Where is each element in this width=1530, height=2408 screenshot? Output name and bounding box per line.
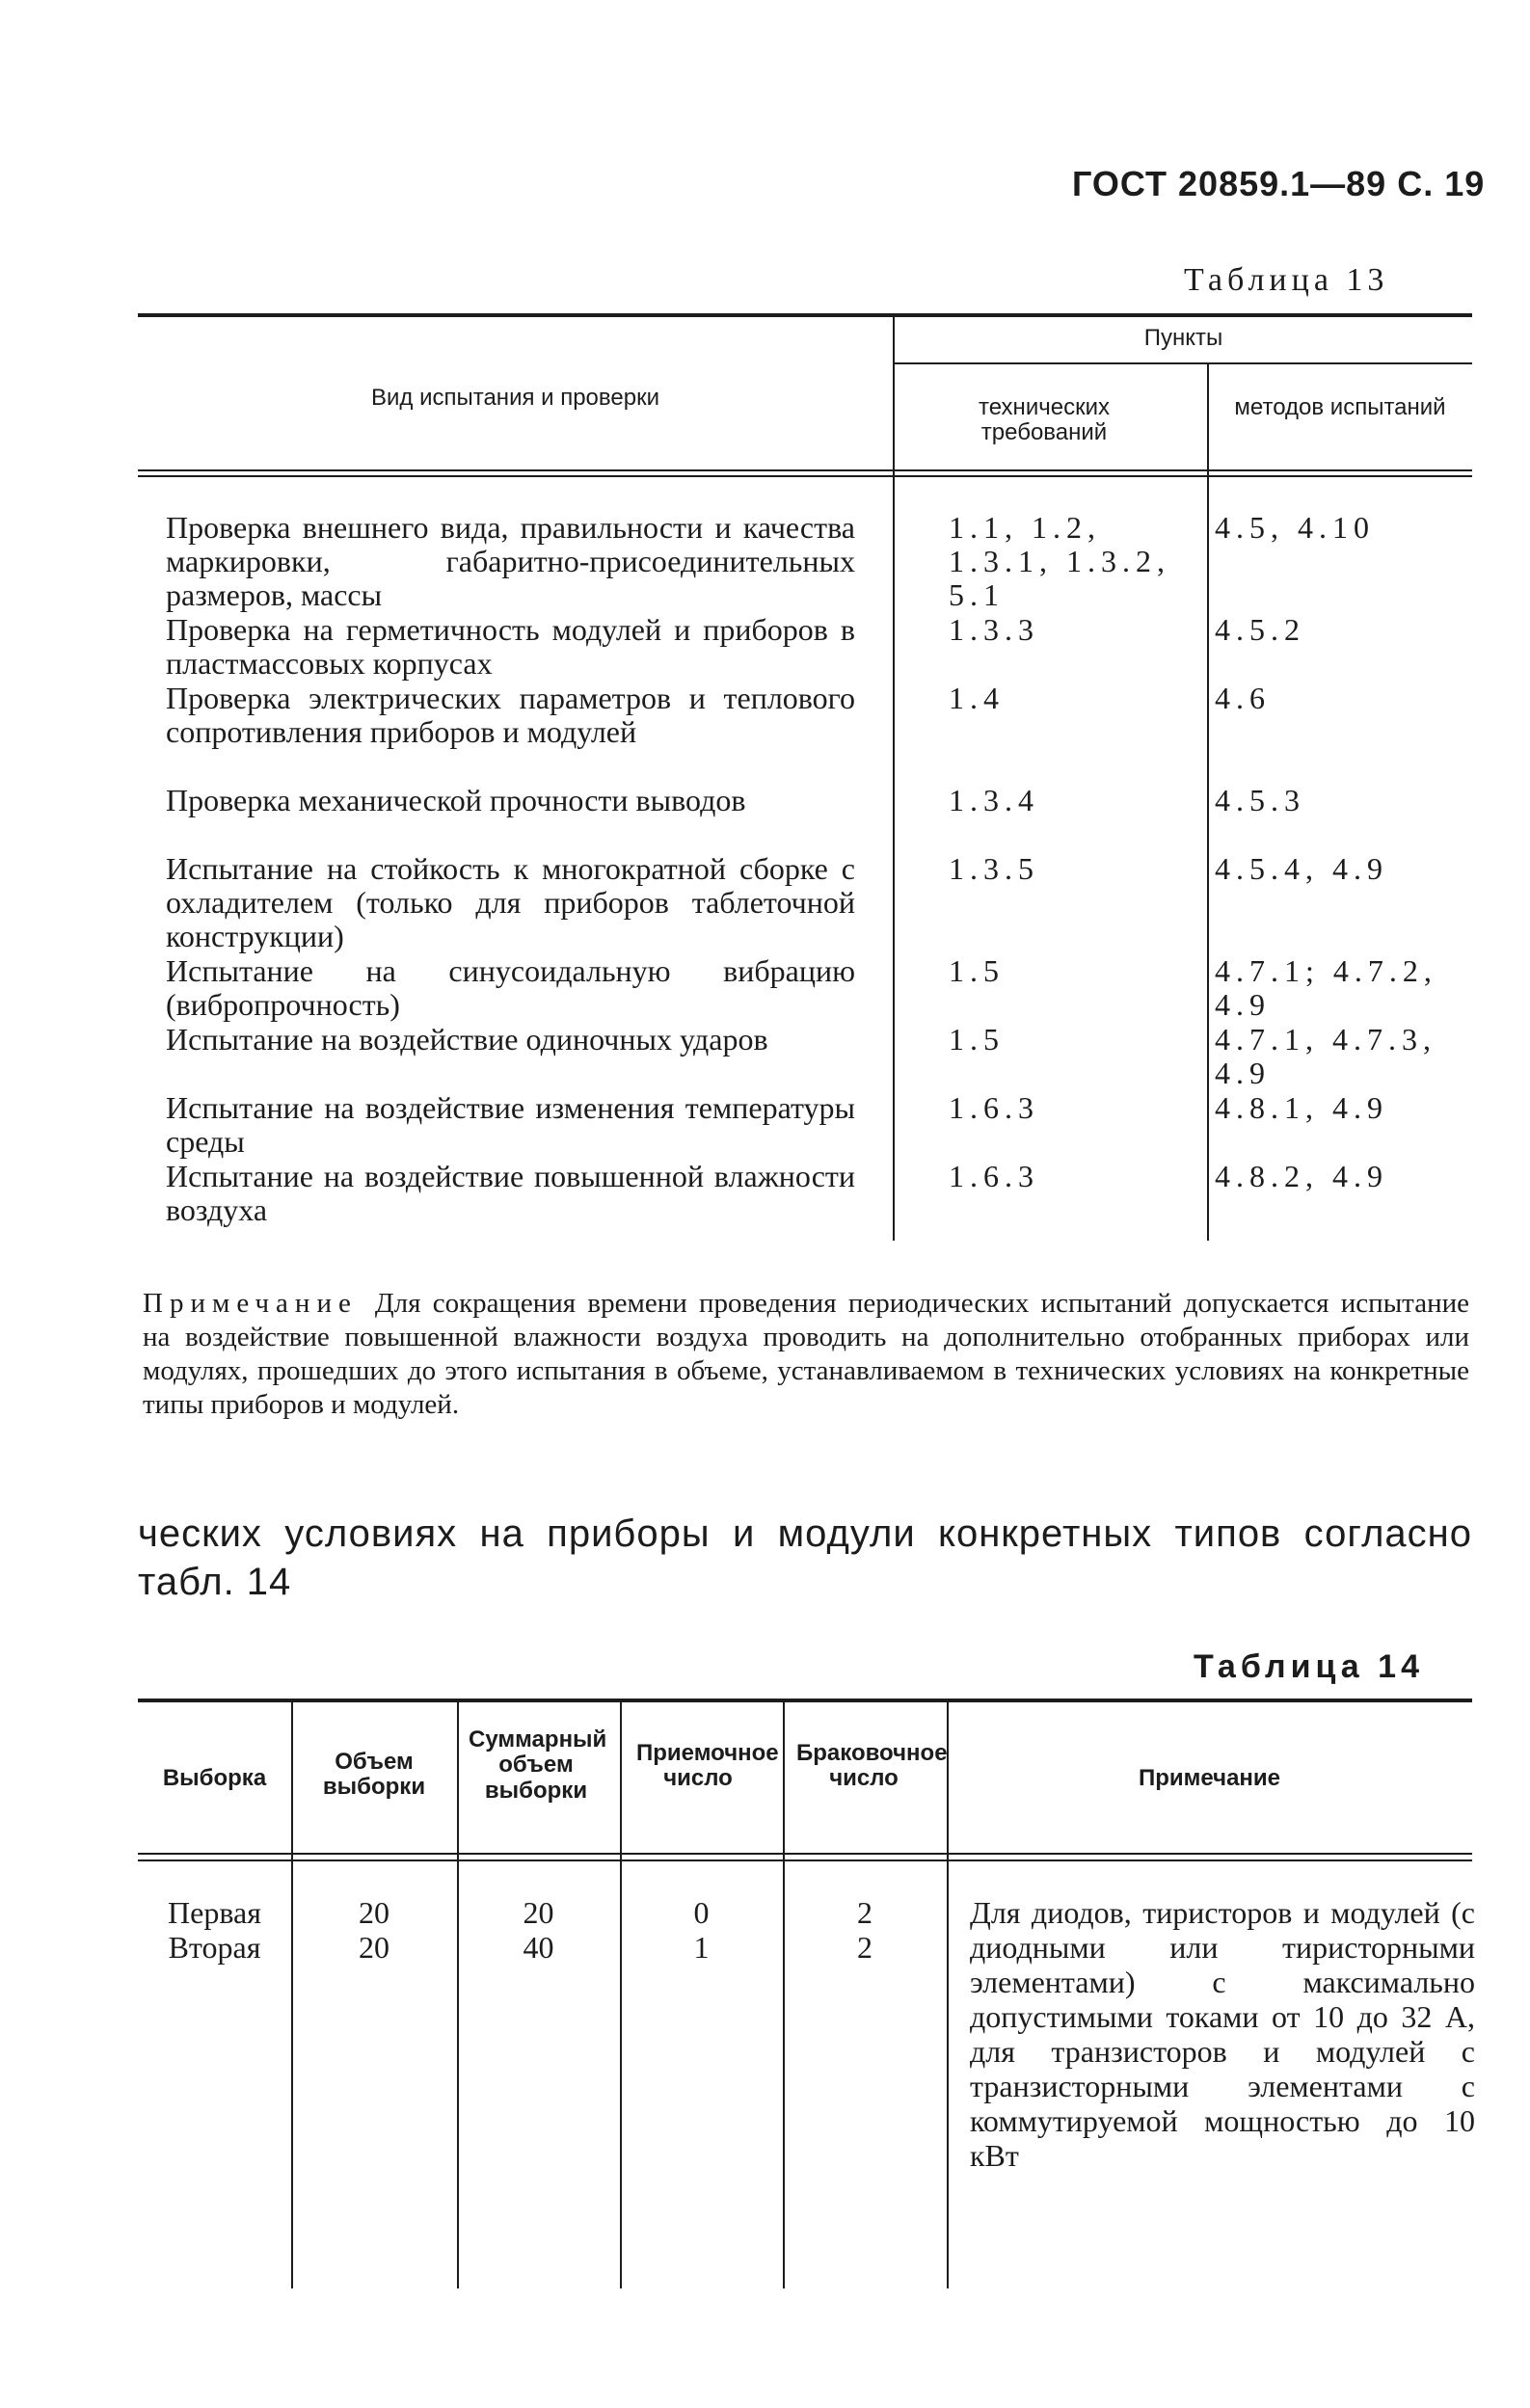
table-14-caption: Таблица 14 bbox=[1194, 1648, 1424, 1685]
header-volume: Объем выборки bbox=[322, 1749, 426, 1801]
cell-total: 20 bbox=[523, 1895, 554, 1930]
method-clause: 4.5.3 bbox=[1215, 783, 1305, 817]
table-13-header-methods: методов испытаний bbox=[1234, 394, 1446, 420]
table-14-top-rule bbox=[138, 1699, 1472, 1702]
cell-sample: Вторая bbox=[168, 1930, 261, 1965]
cell-accept: 0 bbox=[693, 1895, 710, 1930]
table-14-col-divider bbox=[620, 1700, 622, 2288]
tech-clause: 1.3.5 bbox=[949, 851, 1039, 886]
method-clause: 4.8.1, 4.9 bbox=[1215, 1090, 1388, 1125]
method-clause: 4.8.2, 4.9 bbox=[1215, 1159, 1388, 1193]
cell-accept: 1 bbox=[693, 1930, 710, 1965]
tech-clause: 1.5 bbox=[949, 1022, 1005, 1057]
table-14-header-rule-2 bbox=[138, 1860, 1472, 1861]
test-name: Испытание на синусоидальную вибрацию (вибропрочность) bbox=[166, 953, 855, 1022]
test-name: Проверка электрических параметров и теплового сопротивления приборов и модулей bbox=[166, 681, 855, 749]
tech-clause: 1.6.3 bbox=[949, 1159, 1039, 1193]
table-13-col-divider-1 bbox=[893, 315, 895, 1241]
tech-clause: 1.3.4 bbox=[949, 783, 1039, 817]
header-reject: Браковочное число bbox=[796, 1740, 948, 1792]
table-13-header-group: Пункты bbox=[1143, 325, 1223, 351]
header-remark: Примечание bbox=[1138, 1765, 1281, 1791]
cell-volume: 20 bbox=[359, 1930, 389, 1965]
table-14-col-divider bbox=[457, 1700, 459, 2288]
table-14-col-divider bbox=[291, 1700, 293, 2288]
tech-clause: 1.1, 1.2, 1.3.1, 1.3.2, 5.1 bbox=[949, 510, 1170, 612]
table-13-header-tech: технических требований bbox=[979, 394, 1110, 446]
table-13-col-divider-2 bbox=[1207, 363, 1209, 1241]
cell-sample: Первая bbox=[168, 1895, 261, 1930]
table-13-caption: Таблица 13 bbox=[1184, 262, 1389, 298]
method-clause: 4.7.1, 4.7.3, 4.9 bbox=[1215, 1022, 1436, 1090]
table-13-header-rule-2 bbox=[138, 475, 1472, 477]
cell-remark: Для диодов, тиристоров и модулей (с диодными или тиристорными элементами) с максимально допустимыми токами от 10 до 32 А, для транзисторов и модулей с транзисторными элементами с коммутируемой мощностью до 10 кВт bbox=[970, 1895, 1475, 2173]
table-13-header-name: Вид испытания и проверки bbox=[371, 385, 659, 411]
header-sample: Выборка bbox=[162, 1765, 267, 1791]
table-13-group-rule bbox=[895, 362, 1472, 364]
cell-reject: 2 bbox=[857, 1930, 872, 1965]
tech-clause: 1.5 bbox=[949, 953, 1005, 988]
test-name: Испытание на стойкость к многократной сборке с охладителем (только для приборов таблеточной конструкции) bbox=[166, 851, 855, 953]
test-name: Проверка механической прочности выводов bbox=[166, 783, 746, 817]
test-name: Испытание на воздействие одиночных ударов bbox=[166, 1022, 768, 1057]
method-clause: 4.5, 4.10 bbox=[1215, 510, 1375, 545]
note-text: Для сокращения времени проведения периодических испытаний допускается испытание на воздействие повышенной влажности воздуха проводить на дополнительно отобранных приборах или модулях, прошедших до этого испытания в объеме, устанавливаемом в технических условиях на конкретные типы приборов и модулей. bbox=[143, 1288, 1469, 1420]
cell-reject: 2 bbox=[857, 1895, 872, 1930]
method-clause: 4.7.1; 4.7.2, 4.9 bbox=[1215, 953, 1437, 1022]
test-name: Испытание на воздействие изменения температуры среды bbox=[166, 1090, 855, 1159]
body-paragraph: ческих условиях на приборы и модули конкретных типов согласно табл. 14 bbox=[138, 1512, 1472, 1603]
test-name: Проверка на герметичность модулей и приборов в пластмассовых корпусах bbox=[166, 612, 855, 681]
table-13-note bbox=[143, 1287, 1469, 1422]
table-13-top-rule bbox=[138, 313, 1472, 317]
note-label: Примечание bbox=[143, 1288, 358, 1319]
header-total: Суммарный объем выборки bbox=[469, 1726, 607, 1804]
tech-clause: 1.3.3 bbox=[949, 612, 1039, 647]
table-13-header-rule-1 bbox=[138, 469, 1472, 471]
tech-clause: 1.4 bbox=[949, 681, 1005, 715]
method-clause: 4.6 bbox=[1215, 681, 1271, 715]
tech-clause: 1.6.3 bbox=[949, 1090, 1039, 1125]
header-accept: Приемочное число bbox=[636, 1740, 779, 1792]
table-14-header-rule-1 bbox=[138, 1853, 1472, 1855]
cell-total: 40 bbox=[523, 1930, 554, 1965]
test-name: Испытание на воздействие повышенной влажности воздуха bbox=[166, 1159, 855, 1227]
cell-volume: 20 bbox=[359, 1895, 389, 1930]
page-header: ГОСТ 20859.1—89 С. 19 bbox=[1072, 164, 1486, 203]
method-clause: 4.5.4, 4.9 bbox=[1215, 851, 1388, 886]
table-14-col-divider bbox=[783, 1700, 785, 2288]
method-clause: 4.5.2 bbox=[1215, 612, 1305, 647]
test-name: Проверка внешнего вида, правильности и качества маркировки, габаритно-присоединительных размеров, массы bbox=[166, 510, 855, 612]
